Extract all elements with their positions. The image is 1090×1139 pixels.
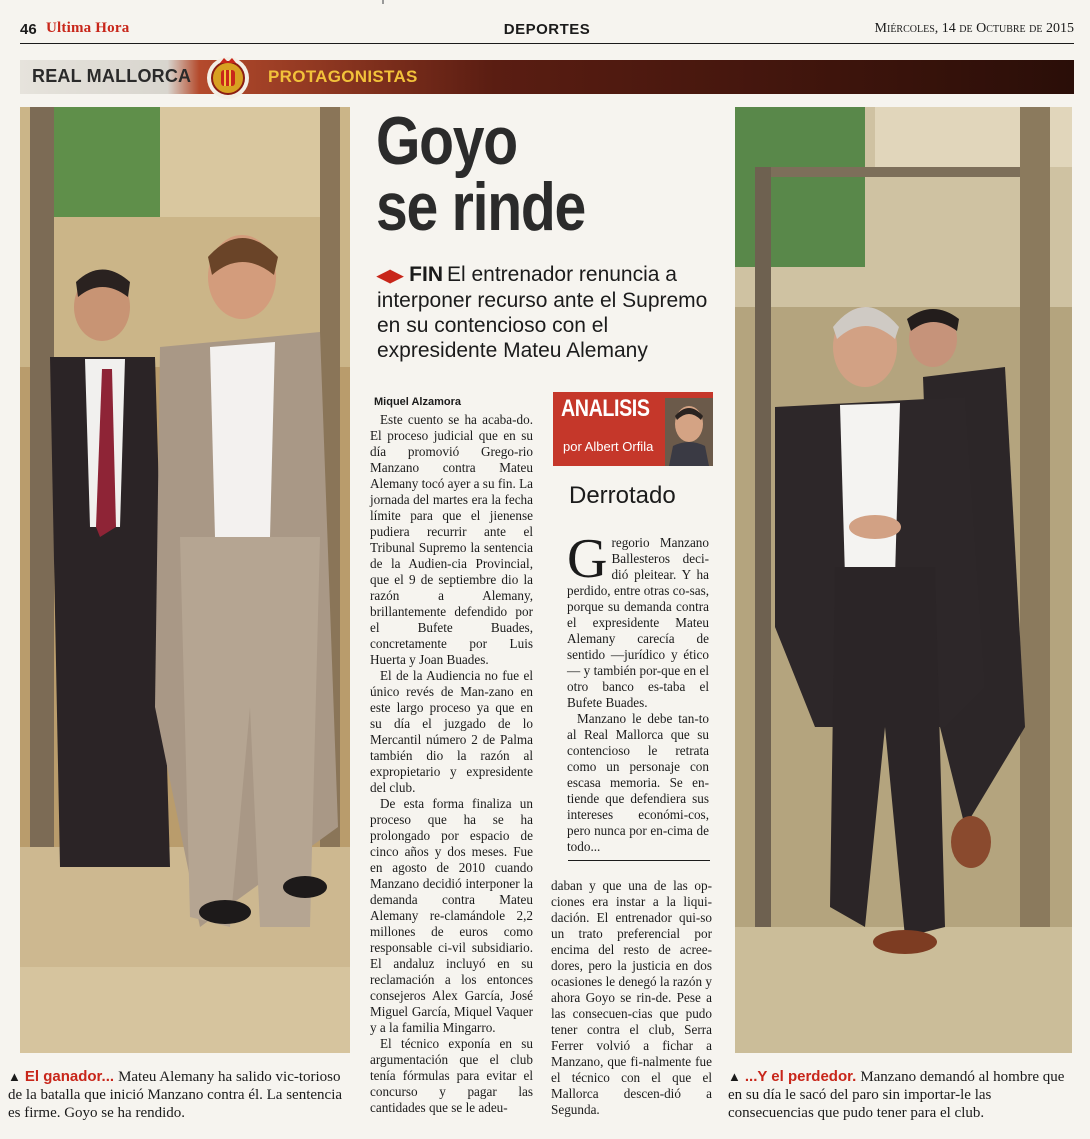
issue-date: Miércoles, 14 de Octubre de 2015 xyxy=(874,21,1074,36)
rcd-mallorca-crest-icon xyxy=(202,54,254,100)
subhead-text: El entrenador renuncia a interponer recurso ante el Supremo en su contencioso con el expresidente Mateu Alemany xyxy=(377,263,708,362)
byline: Miquel Alzamora xyxy=(374,396,461,408)
author-portrait xyxy=(665,398,713,466)
body-paragraph: De esta forma finaliza un proceso que ha se ha prolongado por espacio de cinco años y dos meses. Fue en agosto de 2010 cuando Manzano decidió interponer la demanda contra Mateu Alemany re-clamándole 2,2 millones de euros como responsable ci-vil subsidiario. El andaluz incluyó en su reclamación a los entonces consejeros Alex García, José Miguel García, Miquel Vaquer y a la familia Mingarro. xyxy=(370,796,533,1035)
drop-cap: G xyxy=(567,528,608,590)
caption-highlight: ...Y el perdedor. xyxy=(744,1068,857,1085)
analysis-paragraph: Manzano le debe tan-to al Real Mallorca que su contencioso le retrata como un personaje con escasa memoria. Se en-tiende que defendiera sus intereses económi-cos, pero nunca por en-cima de todo... xyxy=(567,711,709,854)
caption-text: Manzano demandó al hombre que en su día le sacó del paro sin importar-le las consecuencias que pudo tener para el club. xyxy=(728,1069,1065,1121)
caption-highlight: El ganador... xyxy=(24,1068,115,1085)
section-name: DEPORTES xyxy=(503,21,591,38)
winner-photo xyxy=(20,107,350,1053)
analysis-box xyxy=(553,392,713,466)
banner-right-label: PROTAGONISTAS xyxy=(268,67,418,86)
article-column-1 xyxy=(370,412,533,1116)
body-paragraph: El técnico exponía en su argumentación que el club tenía fórmulas para evitar el concurso y pagar las cantidades que se le adeu- xyxy=(370,1036,533,1115)
body-paragraph: daban y que una de las op-ciones era instar a la liqui-dación. El entrenador qui-so un trato preferencial por encima del resto de acree-dores, pero la justicia en dos ocasiones le denegó la razón y ahora Goyo se rin-de. Pese a las consecuen-cias que pudo tener contra el club, Serra Ferrer volvió a fichar a Manzano, que fi-nalmente fue el técnico con el que el Mallorca descen-dió a Segunda. xyxy=(551,878,712,1117)
article-subhead xyxy=(377,262,717,363)
analysis-title: Derrotado xyxy=(569,482,676,509)
subhead-kicker: FIN xyxy=(409,263,443,286)
headline-line-1: Goyo xyxy=(376,103,517,179)
analysis-paragraph: regorio Manzano Ballesteros deci-dió pleitear. Y ha perdido, entre otras co-sas, porque su demanda contra el expresidente Mateu Alemany carecía de sentido —jurídico y ético— y también por-que en el otro banco es-taba el Bufete Buades. xyxy=(567,535,709,710)
banner-left-label: REAL MALLORCA xyxy=(32,66,192,86)
body-paragraph: El de la Audiencia no fue el único revés de Man-zano en este largo proceso ya que en su día el juzgado de lo Mercantil número 2 de Palma también dio la razón al expropietario y expresidente del club. xyxy=(370,668,533,795)
analysis-author: por Albert Orfila xyxy=(563,439,654,454)
page-fold-mark xyxy=(382,0,384,4)
article-column-2 xyxy=(551,878,712,1118)
headline-line-2: se rinde xyxy=(376,169,585,245)
triangle-up-icon: ▲ xyxy=(8,1069,21,1084)
running-header xyxy=(20,18,1074,44)
loser-caption xyxy=(728,1068,1073,1122)
double-arrow-icon: ◀▶ xyxy=(377,266,404,285)
paper-name: Ultima Hora xyxy=(46,20,130,36)
triangle-up-icon: ▲ xyxy=(728,1069,741,1084)
section-banner xyxy=(20,60,1074,94)
analysis-label: ANALISIS xyxy=(561,395,650,422)
analysis-divider xyxy=(568,860,710,861)
caption-text: Mateu Alemany ha salido vic-torioso de la batalla que inició Manzano contra él. La sentencia es firme. Goyo se ha rendido. xyxy=(8,1069,343,1121)
page-number: 46 xyxy=(20,21,37,38)
article-headline xyxy=(376,103,662,245)
winner-caption xyxy=(8,1068,353,1122)
body-paragraph: Este cuento se ha acaba-do. El proceso judicial que en su día promovió Grego-rio Manzano contra Mateu Alemany tocó ayer a su fin. La jornada del martes era la fecha límite para que el jienense pudiera recurrir ante el Tribunal Supremo la sentencia de la Audien-cia Provincial, que el 9 de septiembre dio la razón a Alemany, brillantemente defendido por el Bufete Buades, concretamente por Luis Huerta y Joan Buades. xyxy=(370,412,533,667)
analysis-body xyxy=(567,528,709,855)
loser-photo xyxy=(735,107,1072,1053)
